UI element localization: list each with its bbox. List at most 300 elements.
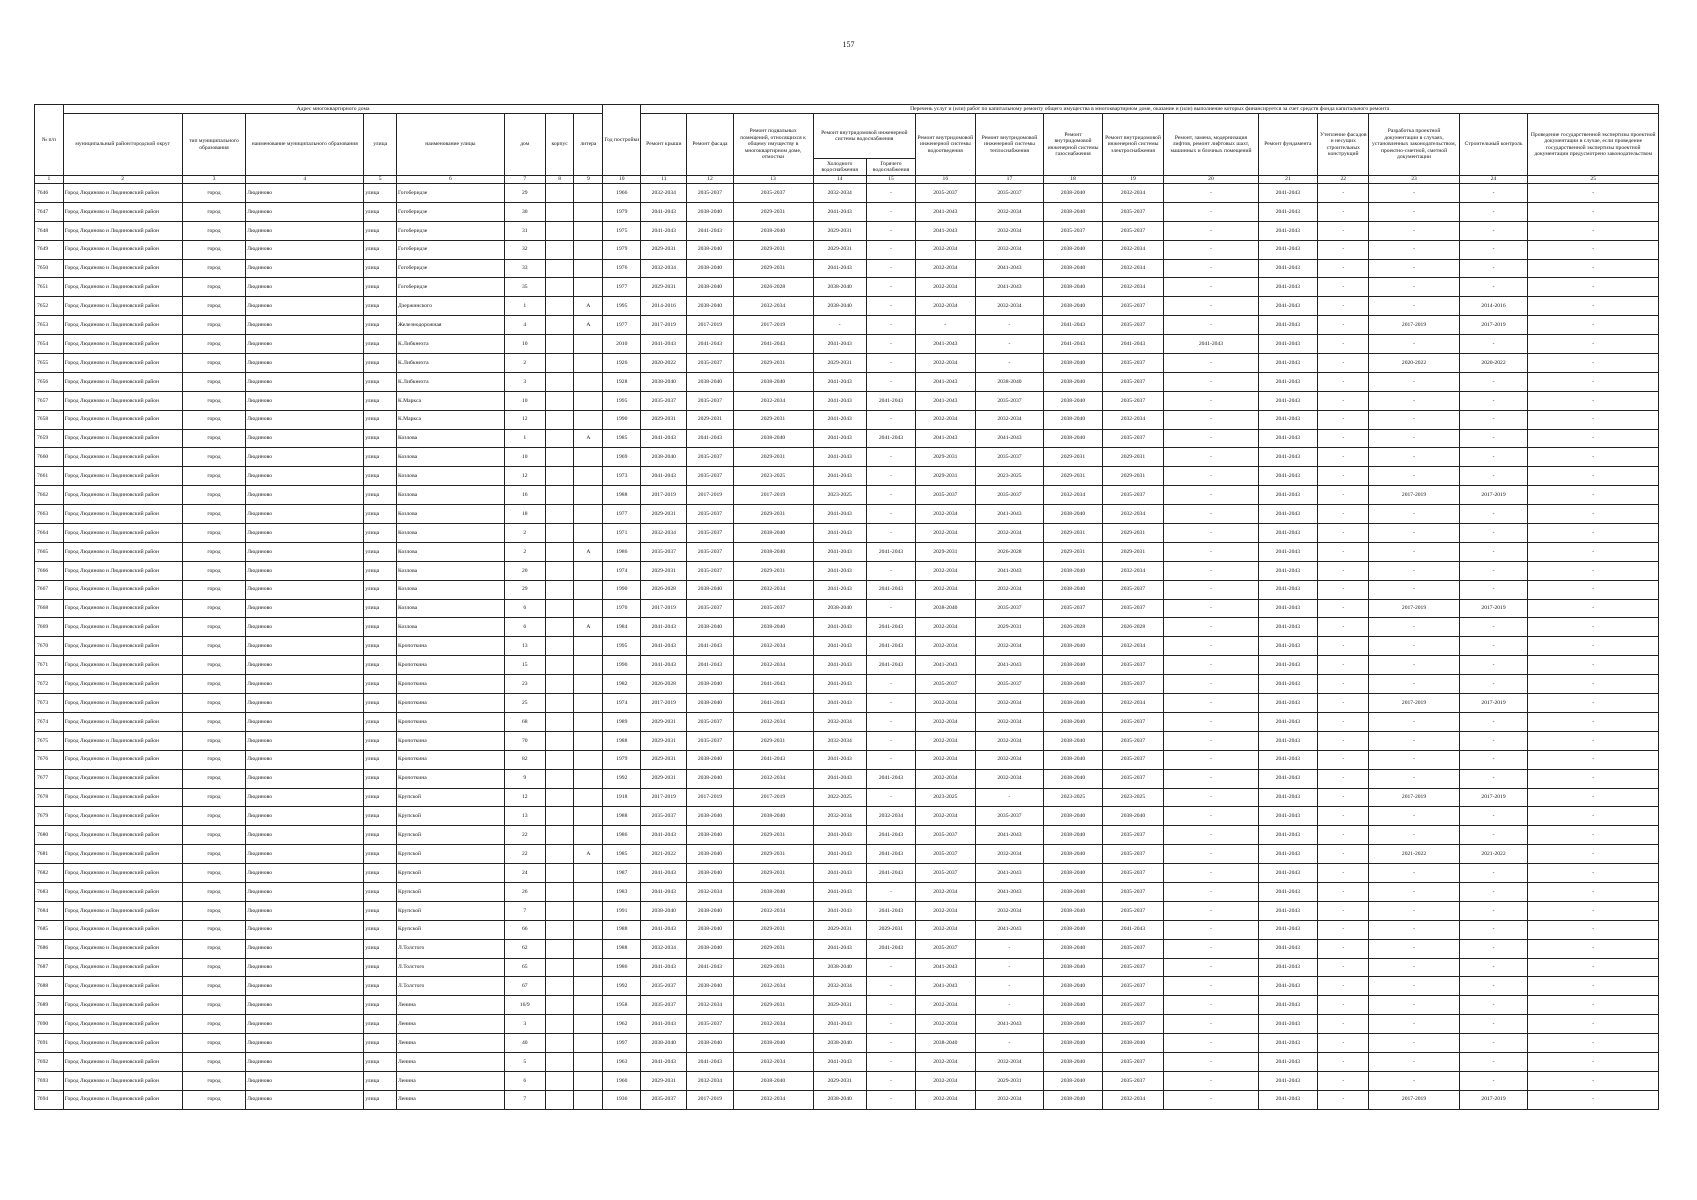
- table-cell: К.Маркса: [397, 410, 505, 429]
- table-cell: город: [182, 996, 246, 1015]
- table-cell: 2029-2031: [916, 467, 975, 486]
- table-cell: 2041-2043: [1258, 845, 1317, 864]
- table-cell: -: [1318, 505, 1369, 524]
- table-cell: -: [1459, 259, 1528, 278]
- table-cell: -: [1459, 240, 1528, 259]
- table-cell: 1977: [603, 316, 641, 335]
- table-cell: улица: [364, 958, 397, 977]
- table-cell: 2038-2040: [687, 864, 733, 883]
- table-cell: 2017-2019: [641, 486, 687, 505]
- table-cell: [545, 391, 574, 410]
- table-cell: 1970: [603, 599, 641, 618]
- table-cell: 7671: [35, 656, 64, 675]
- table-cell: -: [1369, 1071, 1459, 1090]
- table-cell: 2041-2043: [1258, 599, 1317, 618]
- table-cell: -: [1528, 826, 1659, 845]
- table-cell: [574, 524, 603, 543]
- table-cell: 2035-2037: [641, 977, 687, 996]
- table-cell: улица: [364, 1052, 397, 1071]
- table-cell: 2041-2043: [813, 939, 866, 958]
- table-cell: -: [866, 354, 915, 373]
- table-row: [35, 221, 1659, 240]
- table-cell: [574, 599, 603, 618]
- table-cell: -: [1164, 297, 1258, 316]
- table-cell: -: [1369, 901, 1459, 920]
- table-cell: -: [1528, 675, 1659, 694]
- table-cell: -: [1459, 882, 1528, 901]
- table-cell: [574, 958, 603, 977]
- table-cell: улица: [364, 391, 397, 410]
- table-cell: -: [866, 467, 915, 486]
- table-cell: Город Людиново и Людиновский район: [63, 335, 182, 354]
- table-cell: -: [1369, 448, 1459, 467]
- table-cell: 2035-2037: [975, 391, 1044, 410]
- table-cell: -: [1164, 1090, 1258, 1109]
- table-cell: 2017-2019: [641, 694, 687, 713]
- table-cell: город: [182, 750, 246, 769]
- table-cell: 7656: [35, 372, 64, 391]
- table-cell: город: [182, 807, 246, 826]
- table-cell: 2032-2034: [916, 297, 975, 316]
- table-cell: 2038-2040: [733, 1034, 813, 1053]
- table-cell: [574, 202, 603, 221]
- table-row: [35, 240, 1659, 259]
- table-cell: [574, 977, 603, 996]
- table-cell: 33: [504, 259, 545, 278]
- table-cell: 2041-2043: [641, 637, 687, 656]
- header-address-group: Адрес многоквартирного дома: [63, 105, 603, 114]
- table-cell: [545, 316, 574, 335]
- table-cell: улица: [364, 731, 397, 750]
- table-cell: 2041-2043: [866, 769, 915, 788]
- table-cell: -: [1459, 939, 1528, 958]
- table-cell: [574, 901, 603, 920]
- table-cell: 2038-2040: [733, 618, 813, 637]
- table-cell: 2035-2037: [687, 524, 733, 543]
- table-cell: -: [866, 448, 915, 467]
- header-elevators: Ремонт, замена, модернизация лифтов, ремонт лифтовых шахт, машинных и блочных помещений: [1164, 114, 1258, 176]
- table-cell: 2032-2034: [975, 1052, 1044, 1071]
- table-cell: 2023-2025: [916, 788, 975, 807]
- table-cell: 2041-2043: [1258, 977, 1317, 996]
- table-cell: 2032-2034: [916, 731, 975, 750]
- table-cell: 2032-2034: [1102, 278, 1164, 297]
- table-cell: -: [1318, 1071, 1369, 1090]
- table-cell: 1979: [603, 240, 641, 259]
- table-cell: 6: [504, 1071, 545, 1090]
- table-cell: 29: [504, 580, 545, 599]
- table-cell: 2035-2037: [687, 505, 733, 524]
- table-cell: 2029-2031: [733, 354, 813, 373]
- table-cell: -: [1318, 958, 1369, 977]
- table-cell: 2032-2034: [916, 561, 975, 580]
- column-number: 23: [1369, 176, 1459, 184]
- table-row: [35, 882, 1659, 901]
- table-cell: улица: [364, 202, 397, 221]
- table-cell: 2032-2034: [916, 278, 975, 297]
- table-cell: -: [1459, 448, 1528, 467]
- table-cell: -: [1318, 524, 1369, 543]
- table-cell: 2041-2043: [813, 1015, 866, 1034]
- table-cell: -: [1369, 297, 1459, 316]
- table-cell: 1992: [603, 977, 641, 996]
- table-cell: Людиново: [246, 202, 364, 221]
- table-cell: 16/9: [504, 996, 545, 1015]
- table-cell: улица: [364, 939, 397, 958]
- table-cell: Л.Толстого: [397, 977, 505, 996]
- table-cell: [545, 826, 574, 845]
- table-cell: Л.Толстого: [397, 958, 505, 977]
- table-cell: [574, 221, 603, 240]
- table-cell: -: [866, 240, 915, 259]
- table-cell: 2035-2037: [687, 731, 733, 750]
- table-cell: 2038-2040: [1044, 505, 1102, 524]
- table-cell: [545, 675, 574, 694]
- table-cell: 2041-2043: [975, 920, 1044, 939]
- table-cell: -: [866, 731, 915, 750]
- table-cell: 2038-2040: [1044, 694, 1102, 713]
- table-cell: улица: [364, 259, 397, 278]
- table-cell: -: [1318, 184, 1369, 203]
- table-cell: -: [866, 1090, 915, 1109]
- table-cell: 1995: [603, 637, 641, 656]
- table-cell: 2029-2031: [733, 505, 813, 524]
- table-cell: город: [182, 542, 246, 561]
- table-cell: -: [1369, 372, 1459, 391]
- table-cell: 2038-2040: [1044, 1052, 1102, 1071]
- table-cell: 15: [504, 656, 545, 675]
- table-cell: 2017-2019: [1459, 599, 1528, 618]
- table-cell: -: [975, 335, 1044, 354]
- table-cell: 2032-2034: [975, 712, 1044, 731]
- table-cell: 2038-2040: [813, 1034, 866, 1053]
- table-cell: 2035-2037: [733, 184, 813, 203]
- table-cell: [574, 391, 603, 410]
- table-cell: 2029-2031: [733, 826, 813, 845]
- table-cell: город: [182, 882, 246, 901]
- table-cell: город: [182, 826, 246, 845]
- table-cell: Людиново: [246, 694, 364, 713]
- table-cell: 2038-2040: [1044, 675, 1102, 694]
- table-cell: 2041-2043: [1258, 316, 1317, 335]
- table-cell: 2029-2031: [641, 278, 687, 297]
- table-cell: -: [1459, 429, 1528, 448]
- table-cell: -: [1459, 372, 1528, 391]
- table-row: [35, 524, 1659, 543]
- table-cell: город: [182, 580, 246, 599]
- table-cell: -: [866, 221, 915, 240]
- table-cell: 2038-2040: [1044, 977, 1102, 996]
- table-cell: Город Людиново и Людиновский район: [63, 580, 182, 599]
- table-cell: Кропоткина: [397, 750, 505, 769]
- table-cell: Крупской: [397, 901, 505, 920]
- table-cell: 2041-2043: [1258, 184, 1317, 203]
- column-number: 18: [1044, 176, 1102, 184]
- table-cell: Город Людиново и Людиновский район: [63, 996, 182, 1015]
- table-cell: 2032-2034: [866, 807, 915, 826]
- table-row: [35, 618, 1659, 637]
- table-cell: 2038-2040: [687, 826, 733, 845]
- table-cell: -: [1318, 920, 1369, 939]
- table-cell: Крупской: [397, 788, 505, 807]
- table-cell: 2038-2040: [1044, 750, 1102, 769]
- table-cell: 12: [504, 410, 545, 429]
- table-cell: -: [1528, 542, 1659, 561]
- table-cell: -: [1164, 1052, 1258, 1071]
- table-cell: [574, 882, 603, 901]
- table-cell: 2035-2037: [1102, 845, 1164, 864]
- table-cell: 1: [504, 297, 545, 316]
- table-cell: Город Людиново и Людиновский район: [63, 259, 182, 278]
- table-cell: 2035-2037: [1102, 712, 1164, 731]
- table-cell: Город Людиново и Людиновский район: [63, 561, 182, 580]
- table-cell: Город Людиново и Людиновский район: [63, 542, 182, 561]
- header-state-expertise: Проведение государственной экспертизы проектной документации в случае, если проведение государственной экспертизы проектной документации предусмотрено законодательством: [1528, 114, 1659, 176]
- table-cell: [545, 486, 574, 505]
- table-cell: 2032-2034: [1044, 486, 1102, 505]
- table-cell: 2032-2034: [916, 410, 975, 429]
- table-cell: 2032-2034: [975, 750, 1044, 769]
- table-cell: 2041-2043: [1258, 731, 1317, 750]
- table-cell: 7682: [35, 864, 64, 883]
- table-cell: 2041-2043: [866, 864, 915, 883]
- table-cell: Ленина: [397, 1071, 505, 1090]
- table-cell: город: [182, 524, 246, 543]
- table-cell: -: [866, 561, 915, 580]
- table-cell: 2041-2043: [813, 901, 866, 920]
- table-cell: 2038-2040: [641, 448, 687, 467]
- table-cell: улица: [364, 694, 397, 713]
- table-cell: -: [1459, 391, 1528, 410]
- table-cell: 2032-2034: [916, 618, 975, 637]
- table-cell: 2032-2034: [733, 1090, 813, 1109]
- table-cell: 2029-2031: [641, 505, 687, 524]
- table-cell: -: [1164, 429, 1258, 448]
- table-cell: Город Людиново и Людиновский район: [63, 750, 182, 769]
- table-cell: -: [1459, 996, 1528, 1015]
- table-cell: -: [1164, 826, 1258, 845]
- table-cell: 9: [504, 769, 545, 788]
- table-cell: 2035-2037: [1102, 316, 1164, 335]
- table-cell: -: [1164, 1071, 1258, 1090]
- table-cell: -: [1164, 561, 1258, 580]
- table-cell: [545, 448, 574, 467]
- table-cell: город: [182, 599, 246, 618]
- table-cell: -: [975, 788, 1044, 807]
- table-cell: Кропоткина: [397, 656, 505, 675]
- table-cell: -: [1164, 1015, 1258, 1034]
- table-row: [35, 1015, 1659, 1034]
- table-cell: 2032-2034: [975, 901, 1044, 920]
- table-cell: 2041-2043: [641, 864, 687, 883]
- table-cell: улица: [364, 316, 397, 335]
- page-number: 157: [842, 40, 855, 49]
- table-cell: 2041-2043: [975, 882, 1044, 901]
- table-cell: -: [1459, 1015, 1528, 1034]
- table-cell: Людиново: [246, 316, 364, 335]
- table-cell: -: [1318, 335, 1369, 354]
- table-cell: 2035-2037: [1102, 977, 1164, 996]
- table-cell: 2035-2037: [1102, 1015, 1164, 1034]
- table-cell: -: [1459, 410, 1528, 429]
- table-cell: город: [182, 1015, 246, 1034]
- table-cell: -: [1459, 1034, 1528, 1053]
- table-row: [35, 996, 1659, 1015]
- table-cell: 7664: [35, 524, 64, 543]
- table-cell: 2029-2031: [733, 864, 813, 883]
- table-cell: [574, 372, 603, 391]
- table-cell: 2041-2043: [1258, 864, 1317, 883]
- table-cell: 2029-2031: [641, 240, 687, 259]
- table-cell: -: [1164, 712, 1258, 731]
- table-cell: 2038-2040: [733, 542, 813, 561]
- table-cell: Людиново: [246, 448, 364, 467]
- table-cell: 2017-2019: [733, 486, 813, 505]
- table-cell: 7689: [35, 996, 64, 1015]
- table-cell: 2041-2043: [1258, 297, 1317, 316]
- table-cell: 1973: [603, 467, 641, 486]
- table-cell: Людиново: [246, 1034, 364, 1053]
- table-cell: Город Людиново и Людиновский район: [63, 486, 182, 505]
- table-cell: 1979: [603, 750, 641, 769]
- table-row: [35, 864, 1659, 883]
- table-cell: 70: [504, 731, 545, 750]
- table-cell: [574, 184, 603, 203]
- table-cell: 1997: [603, 1034, 641, 1053]
- table-cell: 2032-2034: [916, 769, 975, 788]
- table-cell: -: [1528, 580, 1659, 599]
- table-cell: 2035-2037: [1102, 372, 1164, 391]
- table-cell: Город Людиново и Людиновский район: [63, 524, 182, 543]
- table-cell: [545, 561, 574, 580]
- table-cell: 2032-2034: [813, 807, 866, 826]
- table-cell: Козлова: [397, 486, 505, 505]
- table-cell: -: [1528, 750, 1659, 769]
- table-cell: 2041-2043: [813, 202, 866, 221]
- table-cell: -: [866, 958, 915, 977]
- table-cell: улица: [364, 184, 397, 203]
- table-cell: 2041-2043: [1258, 354, 1317, 373]
- table-cell: Людиново: [246, 542, 364, 561]
- table-cell: Город Людиново и Людиновский район: [63, 1090, 182, 1109]
- table-cell: -: [1528, 958, 1659, 977]
- table-cell: -: [1369, 202, 1459, 221]
- table-cell: -: [1318, 656, 1369, 675]
- table-cell: 2032-2034: [733, 297, 813, 316]
- table-cell: 7673: [35, 694, 64, 713]
- table-cell: -: [866, 259, 915, 278]
- table-cell: 2041-2043: [813, 864, 866, 883]
- table-cell: 1987: [603, 864, 641, 883]
- table-cell: 2038-2040: [1044, 184, 1102, 203]
- table-cell: 2038-2040: [687, 845, 733, 864]
- table-cell: [574, 1071, 603, 1090]
- table-cell: 2041-2043: [916, 221, 975, 240]
- table-cell: [574, 505, 603, 524]
- table-cell: [545, 1015, 574, 1034]
- table-cell: -: [1164, 410, 1258, 429]
- table-cell: -: [1369, 561, 1459, 580]
- table-cell: Людиново: [246, 410, 364, 429]
- table-cell: 2032-2034: [916, 354, 975, 373]
- table-cell: -: [1369, 524, 1459, 543]
- table-cell: 2041-2043: [813, 391, 866, 410]
- table-cell: Город Людиново и Людиновский район: [63, 297, 182, 316]
- table-cell: улица: [364, 1015, 397, 1034]
- table-row: [35, 448, 1659, 467]
- table-cell: -: [1369, 335, 1459, 354]
- table-cell: 2035-2037: [687, 542, 733, 561]
- table-cell: Город Людиново и Людиновский район: [63, 977, 182, 996]
- table-cell: улица: [364, 826, 397, 845]
- table-cell: 2041-2043: [1258, 939, 1317, 958]
- table-cell: -: [1164, 259, 1258, 278]
- table-cell: 2041-2043: [687, 958, 733, 977]
- header-district: муниципальный район/городской округ: [63, 114, 182, 176]
- table-cell: 2038-2040: [1044, 429, 1102, 448]
- table-cell: Дзержинского: [397, 297, 505, 316]
- table-cell: 2038-2040: [733, 524, 813, 543]
- table-cell: Железнодорожная: [397, 316, 505, 335]
- table-cell: 2041-2043: [813, 561, 866, 580]
- table-cell: -: [866, 410, 915, 429]
- table-cell: Людиново: [246, 486, 364, 505]
- table-cell: 2032-2034: [1102, 240, 1164, 259]
- table-cell: Город Людиново и Людиновский район: [63, 184, 182, 203]
- table-cell: -: [1164, 486, 1258, 505]
- table-cell: -: [1369, 184, 1459, 203]
- table-cell: Гогоберидзе: [397, 221, 505, 240]
- table-cell: -: [975, 958, 1044, 977]
- table-cell: город: [182, 694, 246, 713]
- table-cell: -: [1318, 561, 1369, 580]
- table-cell: 2041-2043: [1258, 561, 1317, 580]
- table-cell: Город Людиново и Людиновский район: [63, 656, 182, 675]
- table-cell: 2017-2019: [1459, 1090, 1528, 1109]
- table-cell: 2041-2043: [813, 750, 866, 769]
- table-cell: 2041-2043: [641, 221, 687, 240]
- table-cell: 7668: [35, 599, 64, 618]
- table-cell: [545, 920, 574, 939]
- table-cell: 66: [504, 920, 545, 939]
- table-row: [35, 712, 1659, 731]
- table-cell: 2032-2034: [733, 977, 813, 996]
- table-cell: 2038-2040: [1044, 958, 1102, 977]
- table-cell: 2032-2034: [813, 731, 866, 750]
- table-cell: 2035-2037: [1102, 731, 1164, 750]
- table-cell: 7684: [35, 901, 64, 920]
- table-cell: 2041-2043: [813, 448, 866, 467]
- table-cell: А: [574, 542, 603, 561]
- table-cell: Людиново: [246, 864, 364, 883]
- table-cell: -: [1528, 372, 1659, 391]
- table-cell: 2032-2034: [975, 769, 1044, 788]
- table-cell: -: [1164, 354, 1258, 373]
- table-cell: улица: [364, 372, 397, 391]
- table-cell: город: [182, 448, 246, 467]
- table-cell: 2035-2037: [916, 939, 975, 958]
- table-cell: -: [1459, 1071, 1528, 1090]
- table-cell: 7675: [35, 731, 64, 750]
- table-cell: -: [1164, 372, 1258, 391]
- table-cell: [545, 788, 574, 807]
- table-cell: 2020-2022: [1369, 354, 1459, 373]
- table-cell: 1988: [603, 807, 641, 826]
- table-row: [35, 769, 1659, 788]
- table-cell: Людиново: [246, 354, 364, 373]
- table-row: [35, 354, 1659, 373]
- header-electricity: Ремонт внутридомовой инженерной системы электроснабжения: [1102, 114, 1164, 176]
